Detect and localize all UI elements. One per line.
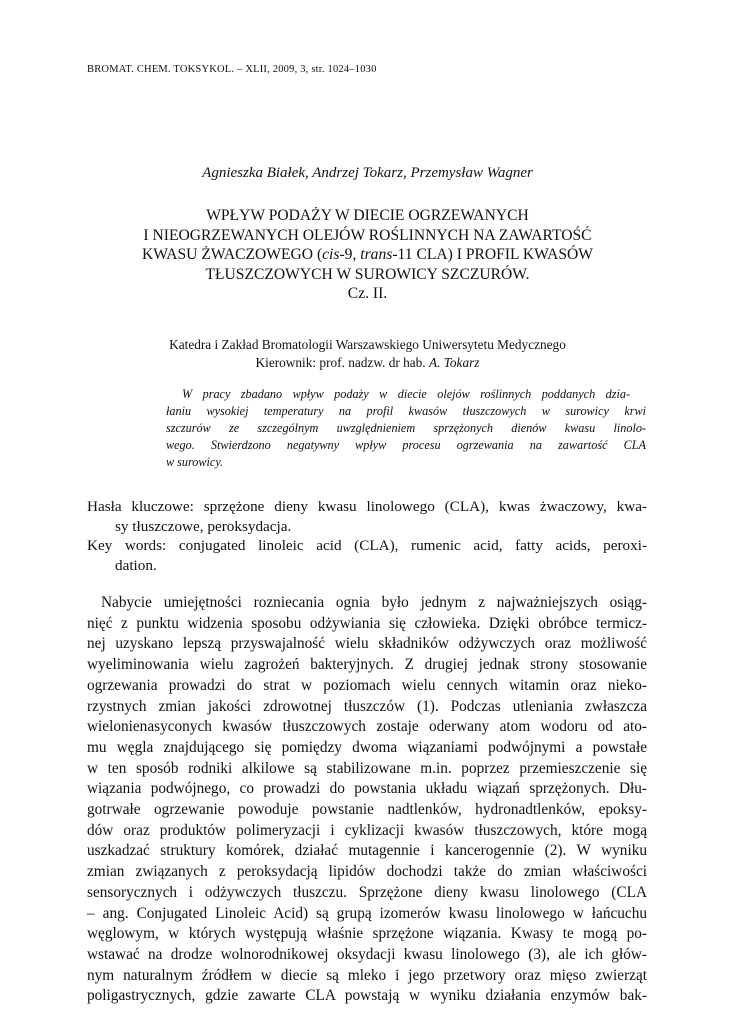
body-line: wstawać na drodze wolnorodnikowej oksydacji kwasu linolowego (3), ale ich głów-	[87, 945, 647, 963]
running-head: BROMAT. CHEM. TOKSYKOL. – XLII, 2009, 3, str. 1024–1030	[87, 64, 377, 75]
abstract-line: łaniu wysokiej temperatury na profil kwasów tłuszczowych w surowicy krwi	[166, 404, 646, 418]
abstract	[166, 386, 646, 471]
body-line: – ang. Conjugated Linoleic Acid) są grupą izomerów kwasu linolowego w łańcuchu	[87, 904, 647, 922]
body-line: dów oraz produktów polimeryzacji i cyklizacji kwasów tłuszczowych, które mogą	[87, 821, 647, 839]
keywords-polish	[87, 497, 647, 536]
title-line-4: TŁUSZCZOWYCH W SUROWICY SZCZURÓW.	[205, 265, 530, 283]
title-line-3-part-a: KWASU ŻWACZOWEGO (	[141, 246, 323, 263]
body-line: Nabycie umiejętności rozniecania ognia było jednym z najważniejszych osiąg-	[101, 594, 647, 611]
title-line-3	[80, 245, 655, 265]
body-line: nięć z punktu widzenia sposobu odżywiania się człowieka. Dzięki obróbce termicz-	[87, 614, 647, 632]
abstract-line: szczurów ze szczególnym uwzględnieniem sprzężonych dienów kwasu linolo-	[166, 421, 646, 435]
body-line: w ten sposób rodniki alkilowe są stabilizowane m.in. poprzez przemieszczenie się	[87, 759, 647, 777]
body-line: zmian związanych z peroksydacją lipidów dochodzi także do zmian właściwości	[87, 863, 647, 881]
body-line: mu węgla znajdującego się pomiędzy dwoma wiązaniami podwójnymi a powstałe	[87, 738, 647, 756]
title-line-3-part-b: -9,	[339, 246, 361, 263]
abstract-line: W pracy zbadano wpływ podaży w diecie olejów roślinnych poddanych dzia-	[182, 387, 630, 401]
abstract-line: wego. Stwierdzono negatywny wpływ procesu ogrzewania na zawartość CLA	[166, 438, 646, 452]
authors: Agnieszka Białek, Andrzej Tokarz, Przemysław Wagner	[202, 165, 533, 181]
body-line: wyeliminowania wielu zagrożeń bakteryjnych. Z drugiej jednak strony stosowanie	[87, 656, 647, 674]
body-line: wiązania podwójnego, co prowadzi do powstania układu wiązań sprzężonych. Dłu-	[87, 780, 647, 798]
body-line: rzystnych zmian jakości zdrowotnej tłuszczów (1). Podczas utleniania zwłaszcza	[87, 697, 647, 715]
body-line: poligastrycznych, gdzie zawarte CLA powstają w wyniku działania enzymów bak-	[87, 987, 647, 1005]
title-line-3-part-c: -11 CLA) I PROFIL KWASÓW	[392, 246, 594, 263]
body-line: uszkadzać struktury komórek, działać mutagennie i kancerogennie (2). W wyniku	[87, 842, 647, 860]
body-line: nym naturalnym źródłem w diecie są mleko i jego przetwory oraz mięso zwierząt	[87, 966, 647, 984]
keywords-polish-line-2: sy tłuszczowe, peroksydacja.	[115, 517, 292, 535]
body-line: gotrwałe ogrzewanie powoduje powstanie nadtlenków, hydronadtlenków, epoksy-	[87, 801, 647, 819]
body-line: nej uzyskano lepszą przyswajalność wielu składników odżywczych oraz możliwość	[87, 635, 647, 653]
keywords-english-line-1: Key words: conjugated linoleic acid (CLA), rumenic acid, fatty acids, peroxi-	[87, 537, 647, 554]
title-trans: trans	[360, 246, 393, 263]
article-title	[80, 206, 655, 304]
body-line: wielonienasyconych kwasów tłuszczowych zostaje oderwany atom wodoru od ato-	[87, 718, 647, 736]
title-part-number: Cz. II.	[347, 285, 388, 302]
body-text	[87, 593, 647, 1007]
department-head	[0, 354, 735, 372]
abstract-line: w surowicy.	[166, 455, 224, 469]
department-name: Katedra i Zakład Bromatologii Warszawskiego Uniwersytetu Medycznego	[169, 337, 566, 352]
keywords	[87, 497, 647, 575]
title-cis: cis	[322, 246, 340, 263]
head-prefix: Kierownik: prof. nadzw. dr hab.	[255, 355, 429, 370]
keywords-polish-line-1: Hasła kluczowe: sprzężone dieny kwasu linolowego (CLA), kwas żwaczowy, kwa-	[87, 498, 647, 515]
keywords-english	[87, 536, 647, 575]
body-line: sensorycznych i odżywczych tłuszczu. Sprzężone dieny kwasu linolowego (CLA	[87, 883, 647, 901]
title-line-1: WPŁYW PODAŻY W DIECIE OGRZEWANYCH	[206, 207, 529, 224]
affiliation	[0, 336, 735, 372]
keywords-english-line-2: dation.	[115, 556, 157, 574]
title-line-2: I NIEOGRZEWANYCH OLEJÓW ROŚLINNYCH NA ZAWARTOŚĆ	[143, 226, 592, 244]
body-line: węglowym, w których występują właśnie sprzężone wiązania. Kwasy te mogą po-	[87, 925, 647, 943]
body-line: ogrzewania prowadzi do strat w poziomach wielu cennych witamin oraz nieko-	[87, 676, 647, 694]
head-name: A. Tokarz	[428, 355, 480, 370]
